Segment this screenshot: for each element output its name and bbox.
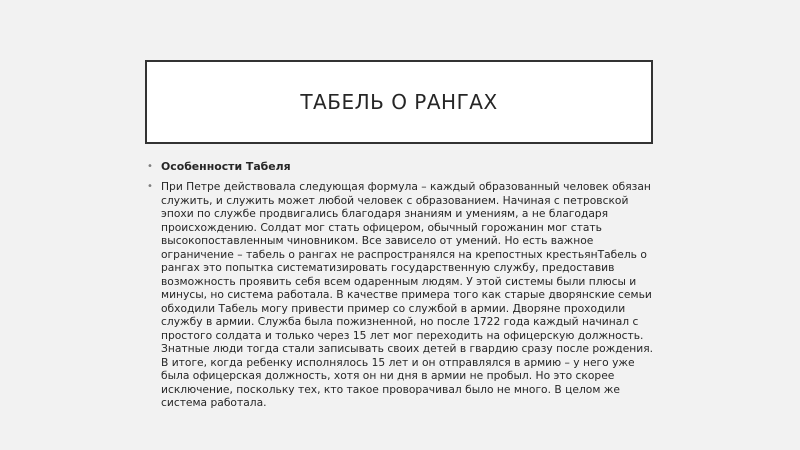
bullet-marker: • bbox=[147, 181, 153, 193]
bullet-body bbox=[147, 180, 657, 410]
title-box bbox=[145, 60, 653, 144]
slide-title: ТАБЕЛЬ О РАНГАХ bbox=[300, 90, 498, 114]
body-paragraph: При Петре действовала следующая формула – каждый образованный человек обязан служить, и служить может любой человек с образованием. Начиная с петровской эпохи по службе продвигались благодаря знаниям и умениям, а не благодаря происхождению. Солдат мог стать офицером, обычный горожанин мог стать высокопоставленным чиновником. Все зависело от умений. Но есть важное ограничение – табель о рангах не распространялся на крепостных крестьянТабель о рангах это попытка систематизировать государственную службу, предоставив возможность проявить себя всем одаренным людям. У этой системы были плюсы и минусы, но система работала. В качестве примера того как старые дворянские семьи обходили Табель могу привести пример со службой в армии. Дворяне проходили службу в армии. Служба была пожизненной, но после 1722 года каждый начинал с простого солдата и только через 15 лет мог переходить на офицерскую должность. Знатные люди тогда стали записывать своих детей в гвардию сразу после рождения. В итоге, когда ребенку исполнялось 15 лет и он отправлялся в армию – у него уже была офицерская должность, хотя он ни дня в армии не пробыл. Но это скорее исключение, поскольку тех, кто такое проворачивал было не много. В целом же система работала. bbox=[161, 180, 654, 410]
bullet-marker: • bbox=[147, 161, 153, 172]
section-heading: Особенности Табеля bbox=[161, 160, 291, 173]
content-area bbox=[147, 160, 657, 417]
bullet-heading bbox=[147, 160, 657, 173]
